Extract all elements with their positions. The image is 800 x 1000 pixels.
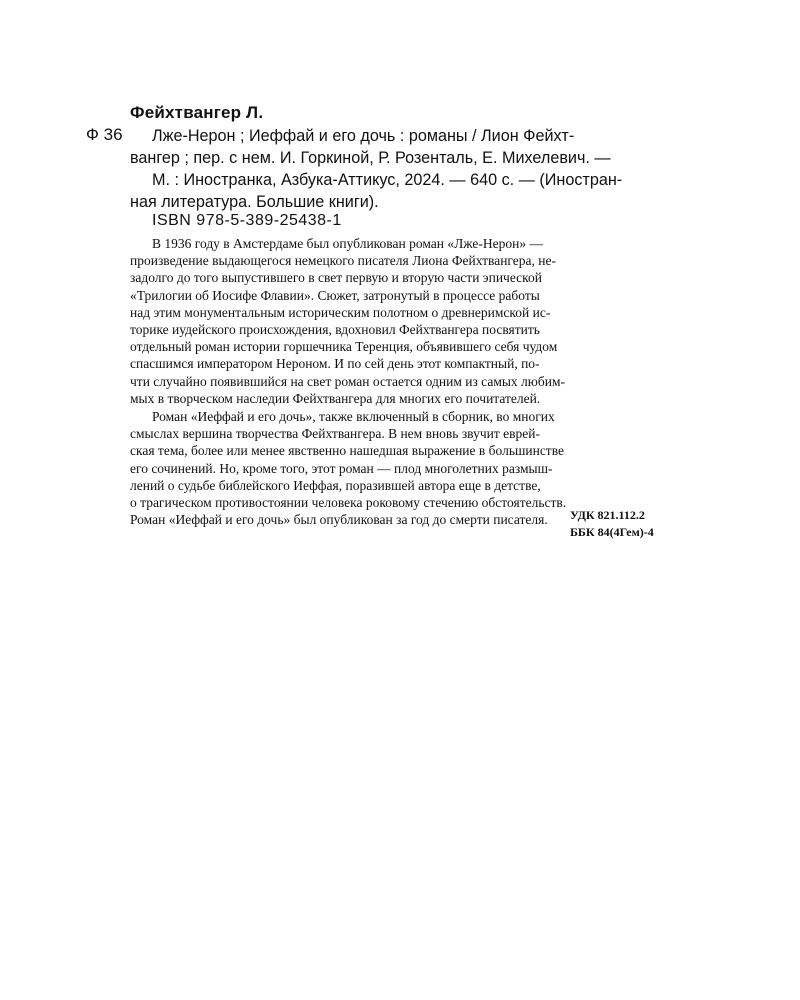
abstract-line: его сочинений. Но, кроме того, этот роман — плод многолетних размыш- bbox=[130, 460, 553, 476]
abstract-line: лений о судьбе библейского Иеффая, поразившей автора еще в детстве, bbox=[130, 477, 541, 493]
abstract-line: торике иудейского происхождения, вдохновил Фейхтвангера посвятить bbox=[130, 322, 540, 338]
abstract-line: ская тема, более или менее явственно нашедшая выражение в большинстве bbox=[130, 443, 564, 459]
abstract-paragraph-1 bbox=[130, 235, 682, 407]
author-name: Фейхтвангер Л. bbox=[130, 103, 264, 122]
abstract-line: Роман «Иеффай и его дочь» был опубликован за год до смерти писателя. bbox=[130, 512, 548, 528]
abstract-line: задолго до того выпустившего в свет первую и вторую части эпической bbox=[130, 270, 543, 286]
abstract bbox=[130, 235, 682, 528]
abstract-line: В 1936 году в Амстердаме был опубликован роман «Лже-Нерон» — bbox=[152, 236, 543, 251]
biblio-line: вангер ; пер. с нем. И. Горкиной, Р. Розенталь, Е. Михелевич. — bbox=[130, 149, 611, 167]
abstract-line: о трагическом противостоянии человека роковому стечению обстоятельств. bbox=[130, 495, 567, 511]
biblio-line: М. : Иностранка, Азбука-Аттикус, 2024. — 640 с. — (Иностран- bbox=[152, 171, 623, 189]
biblio-line: ная литература. Большие книги). bbox=[130, 193, 379, 211]
classification-indices bbox=[570, 507, 654, 541]
udk-index: УДК 821.112.2 bbox=[570, 508, 645, 522]
abstract-line: мых в творческом наследии Фейхтвангера для многих его почитателей. bbox=[130, 390, 541, 406]
abstract-line: чти случайно появившийся на свет роман остается одним из самых любим- bbox=[130, 373, 566, 389]
bbk-index: ББК 84(4Гем)-4 bbox=[570, 525, 654, 539]
biblio-line: Лже-Нерон ; Иеффай и его дочь : романы / Лион Фейхт- bbox=[152, 127, 575, 145]
bibliographic-entry bbox=[130, 125, 680, 213]
abstract-line: произведение выдающегося немецкого писателя Лиона Фейхтвангера, не- bbox=[130, 253, 556, 269]
abstract-line: спасшимся императором Нероном. И по сей день этот компактный, по- bbox=[130, 356, 540, 372]
abstract-line: «Трилогии об Иосифе Флавии». Сюжет, затронутый в процессе работы bbox=[130, 287, 540, 303]
abstract-line: смыслах вершина творчества Фейхтвангера. В нем вновь звучит еврей- bbox=[130, 426, 540, 442]
abstract-line: отдельный роман истории горшечника Теренция, объявившего себя чудом bbox=[130, 339, 558, 355]
isbn: ISBN 978-5-389-25438-1 bbox=[152, 212, 342, 229]
classification-code: Ф 36 bbox=[86, 125, 123, 144]
abstract-line: над этим монументальным историческим полотном о древнеримской ис- bbox=[130, 304, 551, 320]
abstract-line: Роман «Иеффай и его дочь», также включенный в сборник, во многих bbox=[152, 409, 555, 425]
